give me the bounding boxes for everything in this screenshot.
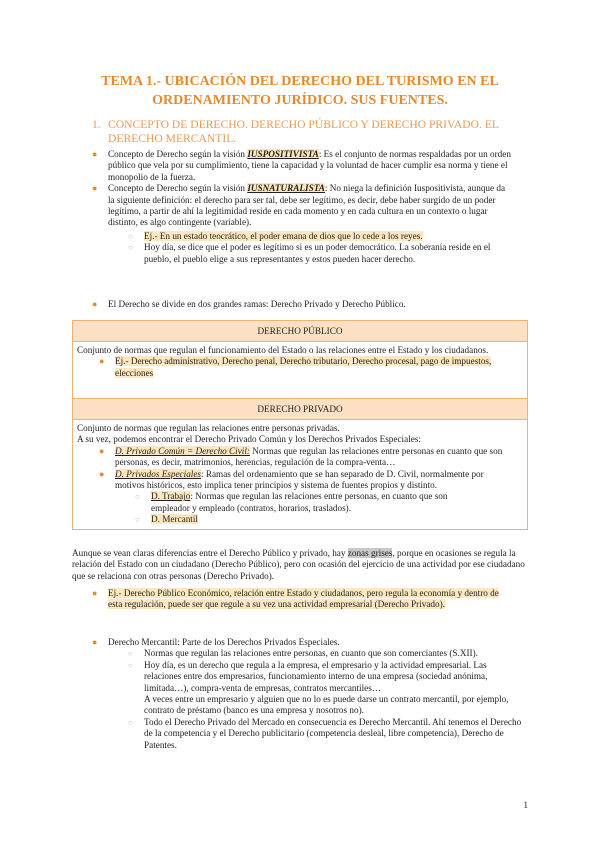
section-title: CONCEPTO DE DERECHO. DERECHO PÚBLICO Y DERECHO PRIVADO. EL DERECHO MERCANTIL. bbox=[108, 118, 499, 145]
sublist-item: ○ D. Trabajo: Normas que regulan las relaciones entre personas, en cuanto que son empleador y empleado (contratos, horarios, traslados). bbox=[135, 491, 448, 513]
sublist-item: ○ Hoy día, es un derecho que regula a la empresa, el empresario y la actividad empresarial. Las relaciones entre dos empresarios, funcionamiento interno de una empresa (sociedad anónima, limitada…), compra-venta de empresas, contratos mercantiles… A veces entre un empresario y alguien que no lo es puede darse un contrato mercantil, por ejemplo, contrato de préstamo (banco es una empresa y nosotros no). bbox=[128, 659, 509, 716]
public-law-body: Conjunto de normas que regulan el funcionamiento del Estado o las relaciones entre el Estado y los ciudadanos. ● Ej.- Derecho administrativo, Derecho penal, Derecho tributario, Derecho procesal, pago de impuestos, elecciones bbox=[73, 342, 527, 398]
document-title bbox=[60, 72, 540, 110]
sublist bbox=[92, 648, 522, 751]
term-common-private-law: D. Privado Común = Derecho Civil: bbox=[115, 445, 250, 456]
bullet-icon: ● bbox=[92, 637, 98, 647]
circle-bullet-icon: ○ bbox=[128, 717, 133, 727]
bullet-icon: ● bbox=[92, 149, 98, 159]
list-item: ● D. Privados Especiales: Ramas del ordenamiento que se han separado de D. Civil, normalmente por motivos históricos, esto implica tener principios y sistema de fuentes propios y distinto. bbox=[99, 468, 484, 491]
bullet-icon: ● bbox=[92, 183, 98, 194]
example-block bbox=[92, 588, 512, 611]
sublist bbox=[92, 231, 512, 265]
circle-bullet-icon: ○ bbox=[135, 515, 140, 525]
list-item: ● El Derecho se divide en dos grandes ramas: Derecho Privado y Derecho Público. bbox=[92, 299, 406, 309]
intro-branches bbox=[92, 299, 532, 310]
sublist-item: ○ Ej.- En un estado teocrático, el poder emana de dios que lo cede a los reyes. bbox=[128, 230, 423, 241]
page-number: 1 bbox=[523, 800, 528, 810]
mercantil-block bbox=[92, 637, 522, 751]
bullet-icon: ● bbox=[92, 299, 98, 309]
sublist bbox=[77, 491, 523, 525]
bullet-icon: ● bbox=[92, 588, 98, 598]
list-item: ● Ej.- Derecho administrativo, Derecho penal, Derecho tributario, Derecho procesal, pago de impuestos, elecciones bbox=[99, 356, 492, 378]
grey-zones-paragraph: Aunque se vean claras diferencias entre el Derecho Público y privado, hay zonas grises, porque en ocasiones se regula la relación del Estado con un ciudadano (Derecho Público), pero con ocasión del ejercicio de una actividad por ese ciudadano que se relaciona con otras personas (Derecho Privado). bbox=[72, 548, 525, 581]
private-law-header: DERECHO PRIVADO bbox=[73, 398, 527, 420]
sublist-item: ○ Todo el Derecho Privado del Mercado en consecuencia es Derecho Mercantil. Ahí tenemos el Derecho de la competencia y el Derecho publicitario (competencia desleal, libre competencia), Derecho de Patentes. bbox=[128, 716, 522, 750]
list-item: ● Concepto de Derecho según la visión IUSNATURALISTA: No niega la definición Iuspositivista, aunque da la siguiente definición: el derecho para ser tal, debe ser legítimo, es decir, debe haber surgido de un poder legítimo, a partir de ahí la legitimidad reside en cada momento y en cada cultura en un contexto o lugar distinto, es algo contingente (variable). bbox=[92, 183, 506, 228]
law-branches-table bbox=[72, 320, 528, 530]
title-line-1: TEMA 1.- UBICACIÓN DEL DERECHO DEL TURISMO EN EL bbox=[101, 74, 499, 89]
list-item: ● Concepto de Derecho según la visión IUSPOSITIVISTA: Es el conjunto de normas respaldadas por un orden público que vela por su cumplimiento, tiene la capacidad y la voluntad de hacer cumplir esa norma y tiene el monopolio de la fuerza. bbox=[92, 149, 511, 182]
list-item: ● Ej.- Derecho Público Económico, relación entre Estado y ciudadanos, pero regula la economía y dentro de esta regulación, puede ser que regule a su vez una actividad empresarial (Derecho Privado). bbox=[92, 588, 499, 610]
sublist-item: ○ D. Mercantil bbox=[135, 514, 198, 525]
private-law-body: Conjunto de normas que regulan las relaciones entre personas privadas. A su vez, podemos encontrar el Derecho Privado Común y los Derechos Privados Especiales: ● D. Privado Común = Derecho Civil: Normas que regulan las relaciones entre personas en cuanto que son personas, es decir, matrimonios, herencias, regulación de la compra-venta… ● D. Privados Especiales: Ramas del ordenamiento que se han separado de D. Civil, normalmente por motivos históricos, esto implica tener principios y sistema de fuentes propios y distinto. ○ D. Trabajo: Normas que regulan las relaciones entre personas, en cuanto que son empleador y empleado (contratos, horarios, traslados). ○ D. Mercantil bbox=[73, 420, 527, 529]
sublist-item: ○ Normas que regulan las relaciones entre personas, en cuanto que son comerciantes (S.XII). bbox=[128, 648, 478, 659]
bullet-icon: ● bbox=[99, 468, 105, 479]
bullet-icon: ● bbox=[99, 356, 105, 367]
circle-bullet-icon: ○ bbox=[128, 243, 133, 253]
title-line-2: ORDENAMIENTO JURÍDICO. SUS FUENTES. bbox=[152, 93, 448, 108]
circle-bullet-icon: ○ bbox=[135, 492, 140, 502]
term-iuspositivista: IUSPOSITIVISTA bbox=[247, 149, 319, 159]
circle-bullet-icon: ○ bbox=[128, 660, 133, 670]
intro-block bbox=[92, 149, 512, 265]
list-item: ● D. Privado Común = Derecho Civil: Normas que regulan las relaciones entre personas en cuanto que son personas, es decir, matrimonios, herencias, regulación de la compra-venta… bbox=[99, 445, 503, 468]
circle-bullet-icon: ○ bbox=[128, 231, 133, 241]
section-number: 1. bbox=[92, 118, 101, 131]
sublist-item: ○ Hoy día, se dice que el poder es legítimo si es un poder democrático. La soberanía reside en el pueblo, el pueblo elige a sus representantes y estos pueden hacer derecho. bbox=[128, 242, 491, 264]
public-law-header: DERECHO PÚBLICO bbox=[73, 321, 527, 342]
term-iusnaturalista: IUSNATURALISTA bbox=[247, 183, 325, 194]
list-item: ● Derecho Mercantil: Parte de los Derechos Privados Especiales. bbox=[92, 637, 340, 647]
term-special-private-law: D. Privados Especiales bbox=[115, 468, 201, 479]
circle-bullet-icon: ○ bbox=[128, 649, 133, 659]
bullet-icon: ● bbox=[99, 445, 105, 456]
term-labour-law: D. Trabajo bbox=[151, 491, 191, 502]
section-heading bbox=[92, 118, 532, 146]
grey-zones-highlight: zonas grises bbox=[347, 548, 393, 558]
